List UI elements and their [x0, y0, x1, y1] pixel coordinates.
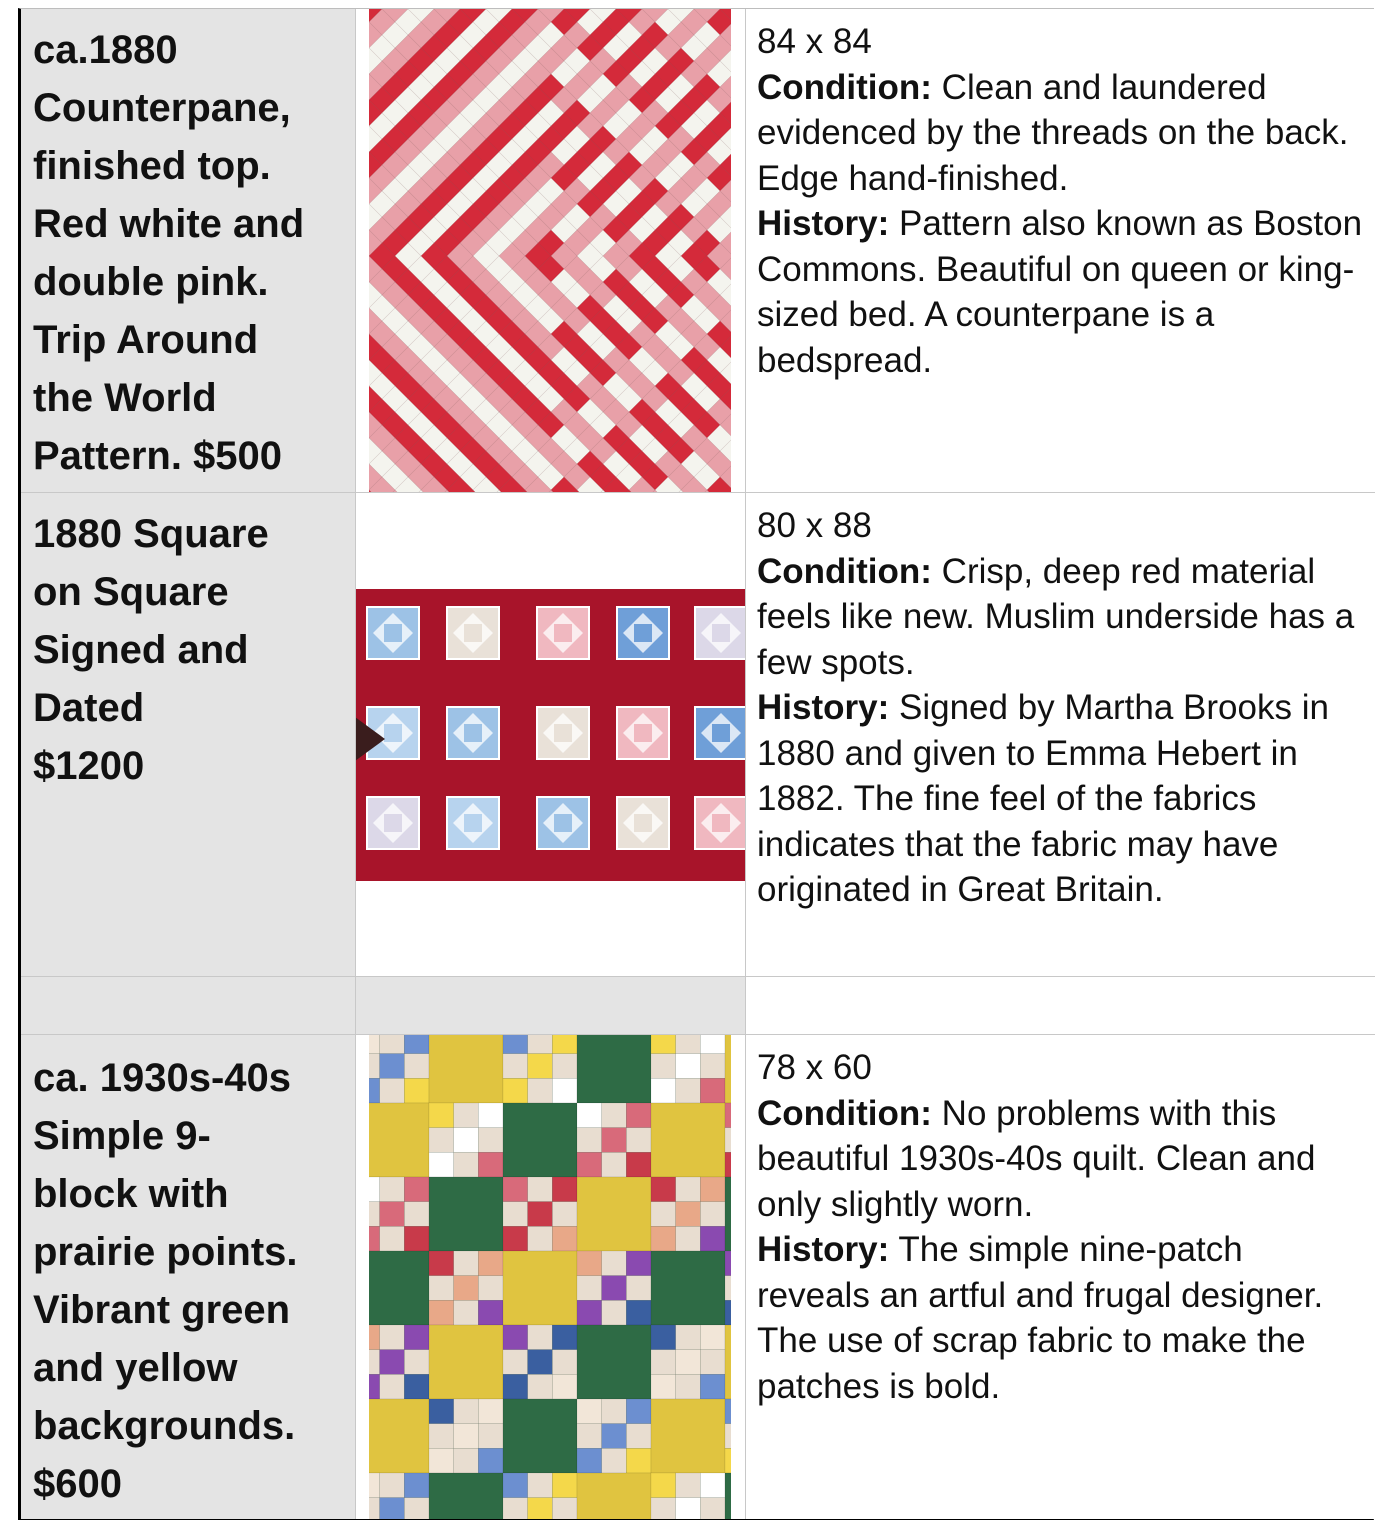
row-3-title-cell: [21, 1035, 355, 1519]
row-3-condition: Condition: No problems with this beautiful 1930s-40s quilt. Clean and only slightly worn.: [757, 1093, 1316, 1224]
row-3-size: 78 x 60: [757, 1048, 872, 1087]
row-1-description-cell: [745, 9, 1375, 493]
row-2-title: 1880 Square on Square Signed and Dated $1200: [33, 512, 269, 788]
history-label: History:: [757, 1230, 890, 1269]
square-on-square-quilt-photo: [355, 589, 745, 881]
condition-label: Condition:: [757, 1093, 932, 1133]
row-3-description-cell: [745, 1035, 1375, 1519]
condition-label: Condition:: [757, 551, 932, 591]
row-2-history: History: Signed by Martha Brooks in 1880 and given to Emma Hebert in 1882. The fine feel of the fabrics indicates that the fabric may have originated in Great Britain.: [757, 688, 1329, 909]
nine-patch-quilt-photo: [369, 1035, 731, 1519]
row-3-title: ca. 1930s-40s Simple 9- block with prairie points. Vibrant green and yellow backgrounds. $600: [33, 1056, 298, 1506]
row-2-photo-cell: [355, 493, 745, 977]
row-1-size: 84 x 84: [757, 22, 872, 61]
row-2-condition: Condition: Crisp, deep red material feels like new. Muslim underside has a few spots.: [757, 551, 1355, 682]
row-2-description-cell: [745, 493, 1375, 977]
history-label: History:: [757, 204, 890, 243]
row-3-photo-cell: [355, 1035, 745, 1519]
row-1-title-cell: [21, 9, 355, 493]
row-1-history: History: Pattern also known as Boston Commons. Beautiful on queen or king-sized bed. A counterpane is a bedspread.: [757, 204, 1363, 380]
history-label: History:: [757, 688, 890, 727]
spacer-row-title-cell: [21, 977, 355, 1035]
spacer-row-description-cell: [745, 977, 1375, 1035]
trip-around-the-world-quilt-photo: [369, 9, 731, 493]
quilt-listing-table: [18, 8, 1374, 1520]
row-1-photo-cell: [355, 9, 745, 493]
column-divider: [745, 9, 746, 1519]
column-divider: [355, 9, 356, 1519]
row-1-condition: Condition: Clean and laundered evidenced by the threads on the back. Edge hand-finished.: [757, 67, 1349, 198]
row-2-size: 80 x 88: [757, 506, 872, 545]
row-divider: [21, 492, 1375, 493]
row-divider: [21, 1034, 1375, 1035]
condition-label: Condition:: [757, 67, 932, 107]
row-3-history: History: The simple nine-patch reveals an artful and frugal designer. The use of scrap fabric to make the patches is bold.: [757, 1230, 1324, 1406]
row-1-title: ca.1880 Counterpane, finished top. Red white and double pink. Trip Around the World Pattern. $500: [33, 28, 305, 478]
row-divider: [21, 976, 1375, 977]
row-2-title-cell: [21, 493, 355, 977]
spacer-row-photo-cell: [355, 977, 745, 1035]
